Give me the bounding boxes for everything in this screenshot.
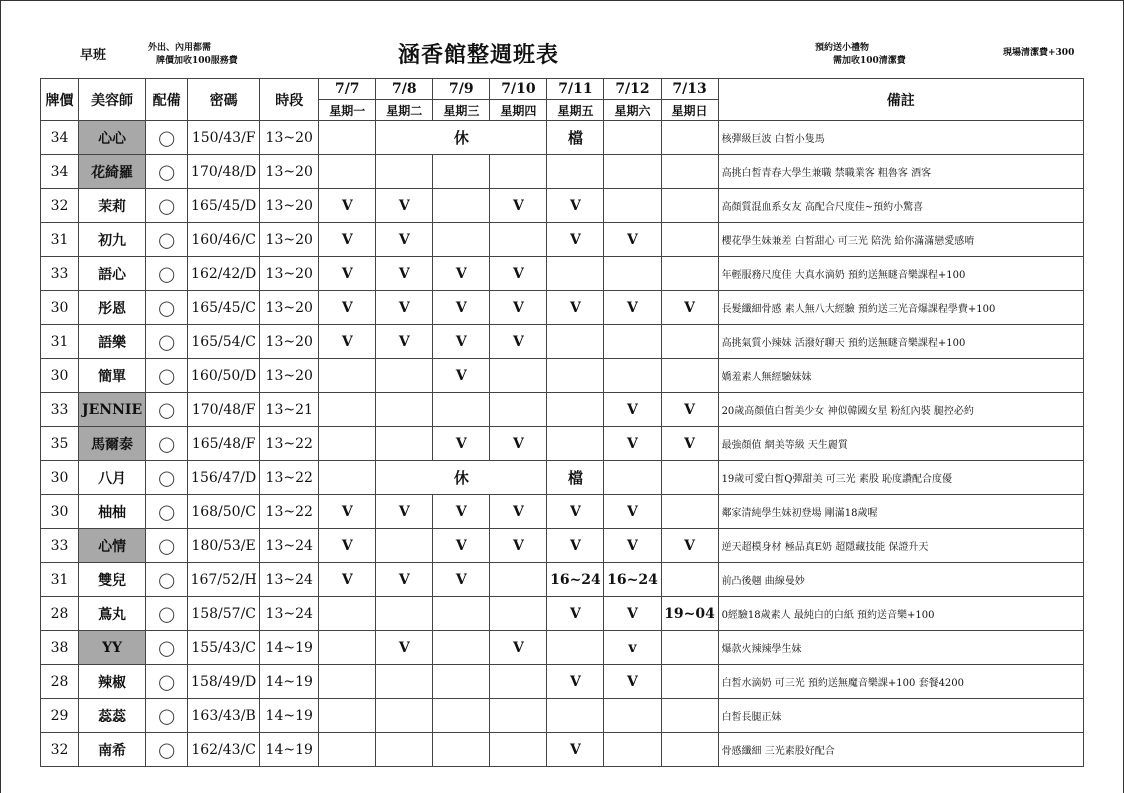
day-cell <box>433 155 490 189</box>
equip-cell: ◯ <box>146 631 188 665</box>
hours-cell: 13~24 <box>260 529 319 563</box>
schedule-rows <box>41 121 1084 767</box>
day-cell: V <box>547 189 604 223</box>
day-cell <box>490 155 547 189</box>
price-cell: 31 <box>41 563 79 597</box>
day-cell: V <box>604 393 661 427</box>
table-row <box>41 495 1084 529</box>
weekday-header: 星期日 <box>661 100 718 121</box>
remark-cell: 高挑氣質小辣妹 活潑好聊天 預約送無瞇音樂課程+100 <box>718 325 1083 359</box>
day-cell: V <box>433 529 490 563</box>
day-cell <box>319 733 376 767</box>
code-cell: 156/47/D <box>188 461 260 495</box>
day-cell <box>433 631 490 665</box>
day-cell: V <box>661 393 718 427</box>
day-cell: V <box>490 529 547 563</box>
price-cell: 31 <box>41 223 79 257</box>
col-header-price: 牌價 <box>41 79 79 121</box>
day-cell: V <box>547 495 604 529</box>
date-header: 7/7 <box>319 79 376 100</box>
code-cell: 162/43/C <box>188 733 260 767</box>
table-row <box>41 631 1084 665</box>
day-cell: V <box>433 325 490 359</box>
date-header: 7/8 <box>376 79 433 100</box>
day-cell: V <box>376 631 433 665</box>
table-row <box>41 733 1084 767</box>
remark-cell: 20歲高顏值白皙美少女 神似韓國女星 粉紅內裝 腿控必約 <box>718 393 1083 427</box>
hours-cell: 13~20 <box>260 359 319 393</box>
day-cell: V <box>376 291 433 325</box>
table-row <box>41 461 1084 495</box>
code-cell: 170/48/D <box>188 155 260 189</box>
beautician-name: 南希 <box>79 733 146 767</box>
day-cell: V <box>319 325 376 359</box>
day-cell: V <box>319 257 376 291</box>
day-cell <box>604 733 661 767</box>
hours-cell: 13~20 <box>260 189 319 223</box>
day-cell <box>547 393 604 427</box>
remark-cell: 爆款火辣辣學生妹 <box>718 631 1083 665</box>
day-cell <box>604 189 661 223</box>
day-cell <box>604 257 661 291</box>
day-cell <box>547 257 604 291</box>
code-cell: 168/50/C <box>188 495 260 529</box>
price-cell: 29 <box>41 699 79 733</box>
day-cell: V <box>490 189 547 223</box>
day-cell <box>547 427 604 461</box>
code-cell: 180/53/E <box>188 529 260 563</box>
page-border-left <box>0 0 1 793</box>
table-row <box>41 529 1084 563</box>
day-cell <box>490 733 547 767</box>
weekday-header: 星期五 <box>547 100 604 121</box>
day-cell <box>490 223 547 257</box>
beautician-name: 彤恩 <box>79 291 146 325</box>
day-cell <box>376 597 433 631</box>
price-cell: 32 <box>41 189 79 223</box>
day-cell <box>604 461 661 495</box>
equip-cell: ◯ <box>146 529 188 563</box>
day-cell <box>433 189 490 223</box>
equip-cell: ◯ <box>146 495 188 529</box>
day-cell <box>490 359 547 393</box>
service-fee-note-line2: 牌價加收100服務費 <box>156 56 238 66</box>
table-row <box>41 223 1084 257</box>
price-cell: 33 <box>41 529 79 563</box>
equip-cell: ◯ <box>146 597 188 631</box>
day-cell: 19~04 <box>661 597 718 631</box>
day-cell: V <box>376 563 433 597</box>
day-cell: V <box>547 223 604 257</box>
col-header-code: 密碼 <box>188 79 260 121</box>
day-cell <box>604 359 661 393</box>
day-cell <box>547 699 604 733</box>
equip-cell: ◯ <box>146 563 188 597</box>
day-cell <box>433 393 490 427</box>
day-cell <box>319 665 376 699</box>
day-cell: V <box>433 291 490 325</box>
equip-cell: ◯ <box>146 665 188 699</box>
day-cell <box>376 699 433 733</box>
code-cell: 165/45/C <box>188 291 260 325</box>
table-row <box>41 359 1084 393</box>
day-cell <box>376 733 433 767</box>
code-cell: 158/49/D <box>188 665 260 699</box>
day-cell <box>319 155 376 189</box>
day-cell: V <box>319 223 376 257</box>
beautician-name: 雙兒 <box>79 563 146 597</box>
code-cell: 155/43/C <box>188 631 260 665</box>
day-cell: v <box>604 631 661 665</box>
hours-cell: 13~24 <box>260 563 319 597</box>
equip-cell: ◯ <box>146 155 188 189</box>
day-cell: V <box>319 291 376 325</box>
day-cell: V <box>547 733 604 767</box>
table-row <box>41 563 1084 597</box>
day-cell: V <box>376 189 433 223</box>
date-header: 7/13 <box>661 79 718 100</box>
price-cell: 33 <box>41 393 79 427</box>
price-cell: 34 <box>41 121 79 155</box>
hours-cell: 14~19 <box>260 733 319 767</box>
weekday-header: 星期一 <box>319 100 376 121</box>
remark-cell: 白皙水滴奶 可三光 預約送無魔音樂課+100 套餐4200 <box>718 665 1083 699</box>
col-header-equip: 配備 <box>146 79 188 121</box>
remark-cell: 鄰家清純學生妹初登場 剛滿18歲喔 <box>718 495 1083 529</box>
day-cell: V <box>433 495 490 529</box>
day-cell: V <box>490 427 547 461</box>
table-row <box>41 699 1084 733</box>
equip-cell: ◯ <box>146 461 188 495</box>
day-cell <box>376 359 433 393</box>
code-cell: 160/50/D <box>188 359 260 393</box>
page-border-top <box>0 0 1124 1</box>
beautician-name: JENNIE <box>79 393 146 427</box>
price-cell: 33 <box>41 257 79 291</box>
price-cell: 30 <box>41 461 79 495</box>
day-cell: V <box>604 427 661 461</box>
beautician-name: 語樂 <box>79 325 146 359</box>
code-cell: 162/42/D <box>188 257 260 291</box>
remark-cell: 0經驗18歲素人 最純白的白紙 預約送音樂+100 <box>718 597 1083 631</box>
equip-cell: ◯ <box>146 291 188 325</box>
remark-cell: 嬌羞素人無經驗妹妹 <box>718 359 1083 393</box>
day-cell: V <box>547 597 604 631</box>
beautician-name: 蕊蕊 <box>79 699 146 733</box>
code-cell: 158/57/C <box>188 597 260 631</box>
gift-note-line1: 預約送小禮物 <box>815 43 870 53</box>
hours-cell: 13~24 <box>260 597 319 631</box>
hours-cell: 14~19 <box>260 665 319 699</box>
day-cell <box>547 325 604 359</box>
col-header-beautician: 美容師 <box>79 79 146 121</box>
table-row <box>41 665 1084 699</box>
price-cell: 28 <box>41 665 79 699</box>
equip-cell: ◯ <box>146 223 188 257</box>
day-cell <box>319 631 376 665</box>
equip-cell: ◯ <box>146 121 188 155</box>
day-cell <box>433 597 490 631</box>
price-cell: 32 <box>41 733 79 767</box>
code-cell: 165/45/D <box>188 189 260 223</box>
weekly-schedule-table <box>40 78 1084 767</box>
weekday-header: 星期六 <box>604 100 661 121</box>
off-label-cell: 休 <box>376 121 547 155</box>
day-cell: V <box>319 189 376 223</box>
hours-cell: 14~19 <box>260 631 319 665</box>
beautician-name: 八月 <box>79 461 146 495</box>
price-cell: 30 <box>41 495 79 529</box>
day-cell: V <box>490 325 547 359</box>
price-cell: 30 <box>41 359 79 393</box>
day-cell: V <box>319 529 376 563</box>
day-cell: V <box>604 495 661 529</box>
day-cell: V <box>433 427 490 461</box>
day-cell: V <box>604 665 661 699</box>
hours-cell: 13~20 <box>260 257 319 291</box>
day-cell <box>319 121 376 155</box>
hours-cell: 13~22 <box>260 495 319 529</box>
equip-cell: ◯ <box>146 257 188 291</box>
day-cell <box>661 121 718 155</box>
day-cell <box>376 665 433 699</box>
day-cell <box>490 665 547 699</box>
day-cell <box>547 359 604 393</box>
table-row <box>41 189 1084 223</box>
equip-cell: ◯ <box>146 189 188 223</box>
day-cell: V <box>661 291 718 325</box>
day-cell <box>376 529 433 563</box>
day-cell <box>433 733 490 767</box>
day-cell <box>661 223 718 257</box>
remark-cell: 長髮纖細骨感 素人無八大經驗 預約送三光音爆課程學費+100 <box>718 291 1083 325</box>
hours-cell: 13~20 <box>260 121 319 155</box>
day-cell: V <box>433 563 490 597</box>
day-cell: V <box>604 291 661 325</box>
day-cell <box>604 325 661 359</box>
day-cell: V <box>433 359 490 393</box>
hours-cell: 13~22 <box>260 461 319 495</box>
day-cell <box>319 461 376 495</box>
day-cell <box>661 359 718 393</box>
day-cell <box>661 189 718 223</box>
day-cell: V <box>604 223 661 257</box>
day-cell <box>319 359 376 393</box>
code-cell: 150/43/F <box>188 121 260 155</box>
day-cell <box>376 393 433 427</box>
day-cell: V <box>547 529 604 563</box>
day-cell <box>661 665 718 699</box>
equip-cell: ◯ <box>146 393 188 427</box>
beautician-name: 簡單 <box>79 359 146 393</box>
hours-cell: 14~19 <box>260 699 319 733</box>
equip-cell: ◯ <box>146 699 188 733</box>
gift-note-line2: 需加收100清潔費 <box>833 56 906 66</box>
remark-cell: 核彈級巨波 白皙小隻馬 <box>718 121 1083 155</box>
hours-cell: 13~20 <box>260 325 319 359</box>
day-cell <box>319 393 376 427</box>
day-cell: V <box>376 325 433 359</box>
day-cell: V <box>433 257 490 291</box>
day-cell: V <box>376 257 433 291</box>
date-header: 7/10 <box>490 79 547 100</box>
day-cell <box>547 155 604 189</box>
equip-cell: ◯ <box>146 359 188 393</box>
service-fee-note-line1: 外出、內用都需 <box>148 43 212 53</box>
remark-cell: 骨感纖細 三光素股好配合 <box>718 733 1083 767</box>
off-label-cell: 休 <box>376 461 547 495</box>
day-cell: V <box>376 495 433 529</box>
day-cell: V <box>604 597 661 631</box>
weekday-header: 星期三 <box>433 100 490 121</box>
off-label-cell: 檔 <box>547 461 604 495</box>
day-cell <box>376 155 433 189</box>
day-cell <box>433 665 490 699</box>
day-cell <box>661 257 718 291</box>
day-cell <box>661 699 718 733</box>
day-cell <box>490 393 547 427</box>
day-cell <box>604 121 661 155</box>
table-row <box>41 257 1084 291</box>
day-cell: V <box>490 631 547 665</box>
price-cell: 38 <box>41 631 79 665</box>
day-cell <box>661 155 718 189</box>
hours-cell: 13~20 <box>260 291 319 325</box>
day-cell: V <box>661 529 718 563</box>
price-cell: 34 <box>41 155 79 189</box>
code-cell: 167/52/H <box>188 563 260 597</box>
price-cell: 35 <box>41 427 79 461</box>
day-cell <box>319 597 376 631</box>
day-cell: V <box>319 495 376 529</box>
day-cell: V <box>376 223 433 257</box>
table-row <box>41 155 1084 189</box>
remark-cell: 前凸後翹 曲線曼妙 <box>718 563 1083 597</box>
remark-cell: 高挑白皙青春大學生兼職 禁職業客 粗魯客 酒客 <box>718 155 1083 189</box>
day-cell: V <box>490 495 547 529</box>
beautician-name: 初九 <box>79 223 146 257</box>
beautician-name: 心心 <box>79 121 146 155</box>
day-cell: V <box>547 291 604 325</box>
beautician-name: 語心 <box>79 257 146 291</box>
date-header: 7/9 <box>433 79 490 100</box>
day-cell <box>661 631 718 665</box>
price-cell: 31 <box>41 325 79 359</box>
page-title: 涵香館整週班表 <box>398 42 560 68</box>
day-cell: V <box>490 257 547 291</box>
day-cell: V <box>490 291 547 325</box>
day-cell <box>433 699 490 733</box>
cleaning-fee-note: 現場清潔費+300 <box>1003 48 1075 58</box>
hours-cell: 13~22 <box>260 427 319 461</box>
day-cell <box>547 631 604 665</box>
beautician-name: 辣椒 <box>79 665 146 699</box>
day-cell <box>661 495 718 529</box>
code-cell: 165/48/F <box>188 427 260 461</box>
code-cell: 163/43/B <box>188 699 260 733</box>
remark-cell: 19歲可愛白皙Q彈甜美 可三光 素股 恥度讚配合度優 <box>718 461 1083 495</box>
beautician-name: 蔦丸 <box>79 597 146 631</box>
code-cell: 160/46/C <box>188 223 260 257</box>
remark-cell: 逆天超模身材 極品真E奶 超隱藏技能 保證升天 <box>718 529 1083 563</box>
day-cell <box>490 699 547 733</box>
day-cell <box>319 427 376 461</box>
beautician-name: 馬爾泰 <box>79 427 146 461</box>
table-row <box>41 325 1084 359</box>
hours-cell: 13~20 <box>260 155 319 189</box>
table-row <box>41 427 1084 461</box>
day-cell <box>604 699 661 733</box>
table-row <box>41 597 1084 631</box>
col-header-remarks: 備註 <box>718 79 1083 121</box>
day-cell: 16~24 <box>547 563 604 597</box>
day-cell <box>661 563 718 597</box>
remark-cell: 最強顏值 網美等級 天生麗質 <box>718 427 1083 461</box>
beautician-name: 茉莉 <box>79 189 146 223</box>
equip-cell: ◯ <box>146 325 188 359</box>
day-cell: V <box>547 665 604 699</box>
remark-cell: 白皙長腿正妹 <box>718 699 1083 733</box>
date-header: 7/12 <box>604 79 661 100</box>
hours-cell: 13~20 <box>260 223 319 257</box>
equip-cell: ◯ <box>146 733 188 767</box>
beautician-name: 花綺羅 <box>79 155 146 189</box>
day-cell <box>433 223 490 257</box>
weekday-header: 星期二 <box>376 100 433 121</box>
beautician-name: YY <box>79 631 146 665</box>
day-cell: V <box>661 427 718 461</box>
day-cell <box>661 733 718 767</box>
date-header: 7/11 <box>547 79 604 100</box>
remark-cell: 高顏質混血系女友 高配合尺度佳~預約小驚喜 <box>718 189 1083 223</box>
beautician-name: 心情 <box>79 529 146 563</box>
day-cell <box>490 597 547 631</box>
code-cell: 165/54/C <box>188 325 260 359</box>
day-cell <box>604 155 661 189</box>
day-cell: V <box>319 563 376 597</box>
table-row <box>41 121 1084 155</box>
weekday-header: 星期四 <box>490 100 547 121</box>
day-cell <box>376 427 433 461</box>
table-row <box>41 291 1084 325</box>
code-cell: 170/48/F <box>188 393 260 427</box>
col-header-hours: 時段 <box>260 79 319 121</box>
price-cell: 30 <box>41 291 79 325</box>
remark-cell: 櫻花學生妹兼差 白皙甜心 可三光 陪洗 給你滿滿戀愛感唷 <box>718 223 1083 257</box>
day-cell: 16~24 <box>604 563 661 597</box>
day-cell <box>661 325 718 359</box>
day-cell: V <box>604 529 661 563</box>
table-row <box>41 393 1084 427</box>
beautician-name: 柚柚 <box>79 495 146 529</box>
shift-label: 早班 <box>80 48 107 63</box>
hours-cell: 13~21 <box>260 393 319 427</box>
day-cell <box>661 461 718 495</box>
day-cell <box>490 563 547 597</box>
equip-cell: ◯ <box>146 427 188 461</box>
remark-cell: 年輕服務尺度佳 大真水滴奶 預約送無瞇音樂課程+100 <box>718 257 1083 291</box>
off-label-cell: 檔 <box>547 121 604 155</box>
day-cell <box>319 699 376 733</box>
price-cell: 28 <box>41 597 79 631</box>
